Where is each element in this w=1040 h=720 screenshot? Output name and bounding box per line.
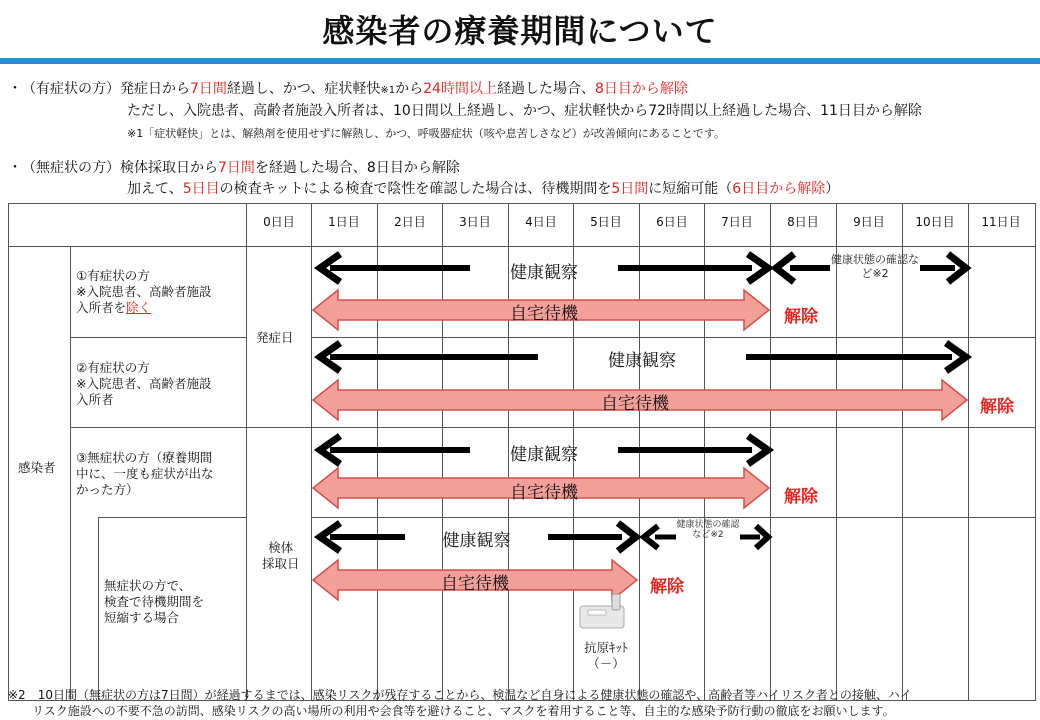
row1-observe-label: 健康観察 — [510, 263, 578, 283]
row3-observe-label: 健康観察 — [510, 445, 578, 465]
note-asymptomatic-shorten: 加えて、5日目の検査キットによる検査で陰性を確認した場合は、待機期間を5日間に短縮可能（6日目から解除） — [127, 181, 840, 197]
day-header-4: 4日目 — [525, 215, 557, 229]
day-header-5: 5日目 — [590, 215, 622, 229]
day-header-8: 8日目 — [787, 215, 819, 229]
footnote-2-line2: リスク施設への不要不急の訪問、感染リスクの高い場所の利用や会食等を避けること、マスクを着用すること等、自主的な感染予防行動の徹底をお願いします。 — [32, 704, 895, 718]
row2-wait-label: 自宅待機 — [601, 394, 669, 414]
row4-observe-label: 健康観察 — [442, 531, 511, 551]
row3-release-label: 解除 — [784, 487, 818, 507]
row3-label: ③無症状の方（療養期間 中に、一度も症状が出な かった方） — [76, 450, 214, 497]
row2-label: ②有症状の方 ※入院患者、高齢者施設 入所者 — [76, 360, 212, 407]
note-symptomatic: ・（有症状の方）発症日から7日間経過し、かつ、症状軽快※1から24時間以上経過した場合、8日目から解除 — [8, 81, 688, 97]
row1-release-label: 解除 — [784, 307, 818, 327]
antigen-kit-icon — [580, 594, 624, 628]
day-header-2: 2日目 — [394, 215, 426, 229]
note-symptomatic-exception: ただし、入院患者、高齢者施設入所者は、10日間以上経過し、かつ、症状軽快から72時間以上経過した場合、11日目から解除 — [127, 103, 922, 119]
row4-release-label: 解除 — [650, 577, 684, 597]
footnote-2-line1: ※2 10日間（無症状の方は7日間）が経過するまでは、感染リスクが残存することから、検温など自身による健康状態の確認や、高齢者等ハイリスク者との接触、ハイ — [8, 688, 912, 702]
day-header-1: 1日目 — [328, 215, 360, 229]
onset-day-label: 発症日 — [256, 330, 294, 345]
row4-wait-label: 自宅待機 — [441, 574, 509, 594]
group-label: 感染者 — [18, 460, 56, 475]
footnote-1: ※1「症状軽快」とは、解熱剤を使用せずに解熱し、かつ、呼吸器症状（咳や息苦しさなど）が改善傾向にあることです。 — [127, 127, 725, 140]
row4-label: 無症状の方で、 検査で待機期間を 短縮する場合 — [104, 578, 205, 625]
row3-wait-label: 自宅待機 — [510, 483, 578, 503]
day-header-11: 11日目 — [981, 215, 1021, 229]
day-header-6: 6日目 — [656, 215, 688, 229]
day-header-9: 9日目 — [853, 215, 885, 229]
row4-health-check-label: 健康状態の確認など※2 — [676, 520, 740, 540]
day-header-3: 3日目 — [459, 215, 491, 229]
row2-observe-label: 健康観察 — [608, 351, 676, 371]
antigen-kit-label: 抗原ｷｯﾄ （－） — [584, 640, 628, 671]
row1-wait-label: 自宅待機 — [510, 304, 578, 324]
row1-label: ①有症状の方 ※入院患者、高齢者施設 入所者を除く — [76, 268, 212, 315]
page-title: 感染者の療養期間について — [322, 12, 718, 50]
day-header-0: 0日目 — [263, 215, 295, 229]
note-asymptomatic: ・（無症状の方）検体採取日から7日間を経過した場合、8日目から解除 — [8, 160, 460, 176]
day-header-10: 10日目 — [915, 215, 955, 229]
day-header-7: 7日目 — [721, 215, 753, 229]
row1-health-check-label: 健康状態の確認など※2 — [831, 253, 919, 280]
specimen-day-label: 検体 採取日 — [262, 540, 300, 571]
row2-release-label: 解除 — [980, 397, 1014, 417]
